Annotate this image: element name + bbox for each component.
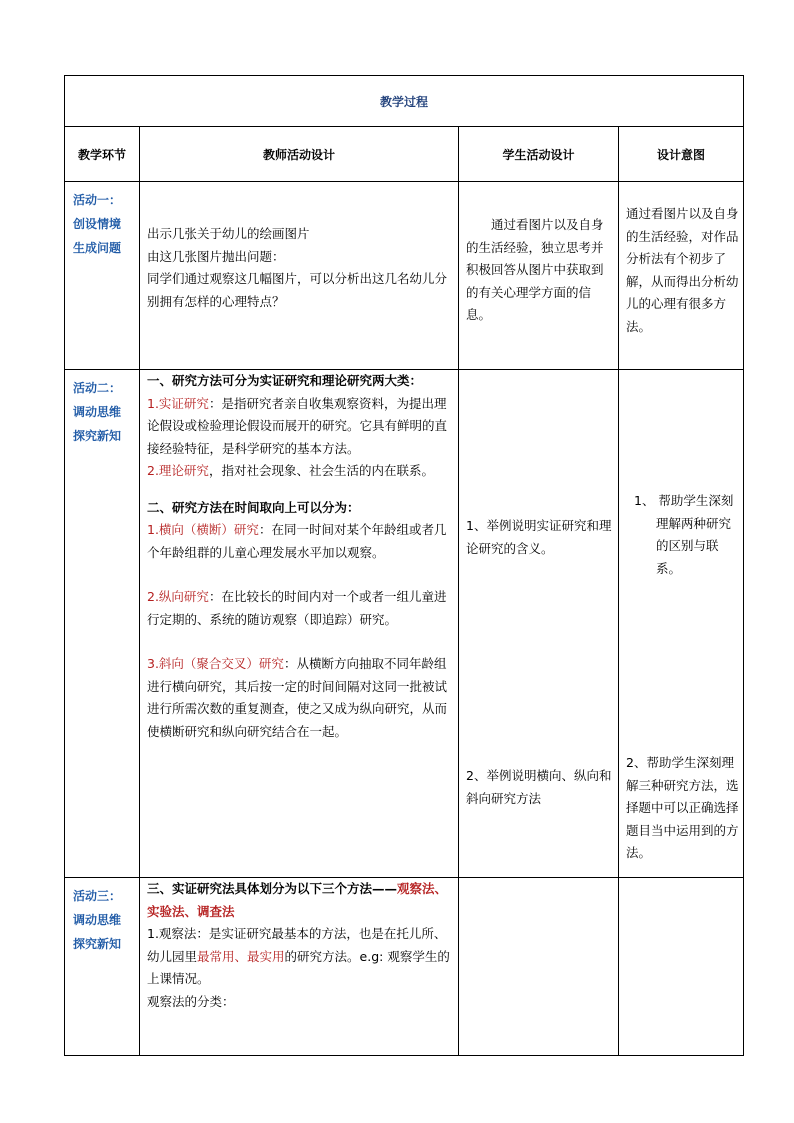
heading-text: 三、实证研究法具体划分为以下三个方法—— — [147, 881, 398, 896]
activity-line: 调动思维 — [73, 405, 122, 419]
student-cell — [459, 878, 619, 1056]
section-heading: 一、研究方法可分为实证研究和理论研究两大类： — [147, 373, 423, 388]
term-text: ，指对社会现象、社会生活的内在联系。 — [208, 463, 434, 478]
paragraph — [147, 653, 454, 743]
paragraph: 观察法的分类： — [147, 993, 235, 1009]
teaching-process-table — [64, 75, 744, 1056]
intent-item: 2、帮助学生深刻理解三种研究方法，选择题中可以正确选择题目当中运用到的方法。 — [626, 755, 739, 860]
header-teacher: 教师活动设计 — [140, 127, 459, 182]
paragraph — [147, 923, 454, 991]
student-text: 通过看图片以及自身的生活经验，独立思考并积极回答从图片中获取到的有关心理学方面的信息。 — [466, 217, 604, 322]
header-row — [65, 127, 744, 182]
paragraph-text: 的研究方法。e.g: 观察学生的上课情况。 — [147, 948, 450, 986]
activity-label: 活动二： — [73, 381, 122, 395]
paragraph-text: 1.观察法：是实证研究最基本的方法，也是在托儿所、幼儿园里 — [147, 926, 447, 964]
header-phase: 教学环节 — [65, 127, 140, 182]
paragraph — [147, 586, 454, 631]
intent-item: 1、 帮助学生深刻理解两种研究的区别与联系。 — [634, 493, 734, 576]
activity-label: 活动三： — [73, 889, 122, 903]
term-label: 2.纵向研究 — [147, 589, 209, 604]
intent-cell — [619, 878, 744, 1056]
intent-text: 通过看图片以及自身的生活经验，对作品分析法有个初步了解，从而得出分析幼儿的心理有很多方法。 — [626, 206, 739, 334]
student-item: 2、举例说明横向、纵向和斜向研究方法 — [466, 768, 612, 806]
section-heading — [147, 878, 454, 923]
student-item: 1、举例说明实证研究和理论研究的含义。 — [466, 518, 612, 556]
table-row — [65, 370, 744, 878]
teacher-cell — [140, 370, 459, 878]
paragraph — [147, 393, 454, 461]
intent-cell — [619, 370, 744, 878]
teacher-line: 同学们通过观察这几幅图片，可以分析出这几名幼儿分别拥有怎样的心理特点？ — [147, 271, 448, 309]
paragraph — [147, 460, 454, 483]
activity-line: 调动思维 — [73, 913, 122, 927]
teacher-line: 由这几张图片抛出问题： — [147, 248, 285, 264]
student-cell — [459, 370, 619, 878]
term-label: 1.横向（横断）研究 — [147, 522, 259, 537]
table-title: 教学过程 — [65, 76, 744, 127]
term-label: 2.理论研究 — [147, 463, 209, 478]
activity-line: 生成问题 — [73, 241, 122, 255]
term-text: ：是指研究者亲自收集观察资料，为提出理论假设或检验理论假设而展开的研究。它具有鲜明的直接经验特征，是科学研究的基本方法。 — [147, 395, 448, 456]
activity-line: 创设情境 — [73, 217, 122, 231]
table-row — [65, 878, 744, 1056]
term-text: ：从横断方向抽取不同年龄组进行横向研究，其后按一定的时间间隔对这同一批被试进行所需次数的重复测查，使之又成为纵向研究，从而使横断研究和纵向研究结合在一起。 — [147, 656, 448, 739]
term-text: ：在比较长的时间内对一个或者一组儿童进行定期的、系统的随访观察（即追踪）研究。 — [147, 589, 447, 627]
activity-cell — [65, 182, 140, 370]
header-intent: 设计意图 — [619, 127, 744, 182]
teacher-cell — [140, 878, 459, 1056]
term-label: 1.实证研究 — [147, 395, 209, 411]
activity-line: 探究新知 — [73, 937, 122, 951]
term-text: ：在同一时间对某个年龄组或者几个年龄组群的儿童心理发展水平加以观察。 — [147, 522, 447, 560]
activity-line: 探究新知 — [73, 429, 122, 443]
intent-cell — [619, 182, 744, 370]
paragraph — [147, 519, 454, 564]
term-label: 3.斜向（聚合交叉）研究 — [147, 656, 284, 671]
section-heading: 二、研究方法在时间取向上可以分为： — [147, 499, 360, 515]
heading-methods: 观察法、 实验法、调查法 — [147, 881, 448, 919]
highlight-text: 最常用、最实用 — [197, 948, 285, 964]
teacher-cell — [140, 182, 459, 370]
header-student: 学生活动设计 — [459, 127, 619, 182]
teacher-line: 出示几张关于幼儿的绘画图片 — [147, 226, 310, 241]
student-cell — [459, 182, 619, 370]
activity-cell — [65, 370, 140, 878]
table-row — [65, 182, 744, 370]
activity-label: 活动一： — [73, 193, 122, 207]
activity-cell — [65, 878, 140, 1056]
